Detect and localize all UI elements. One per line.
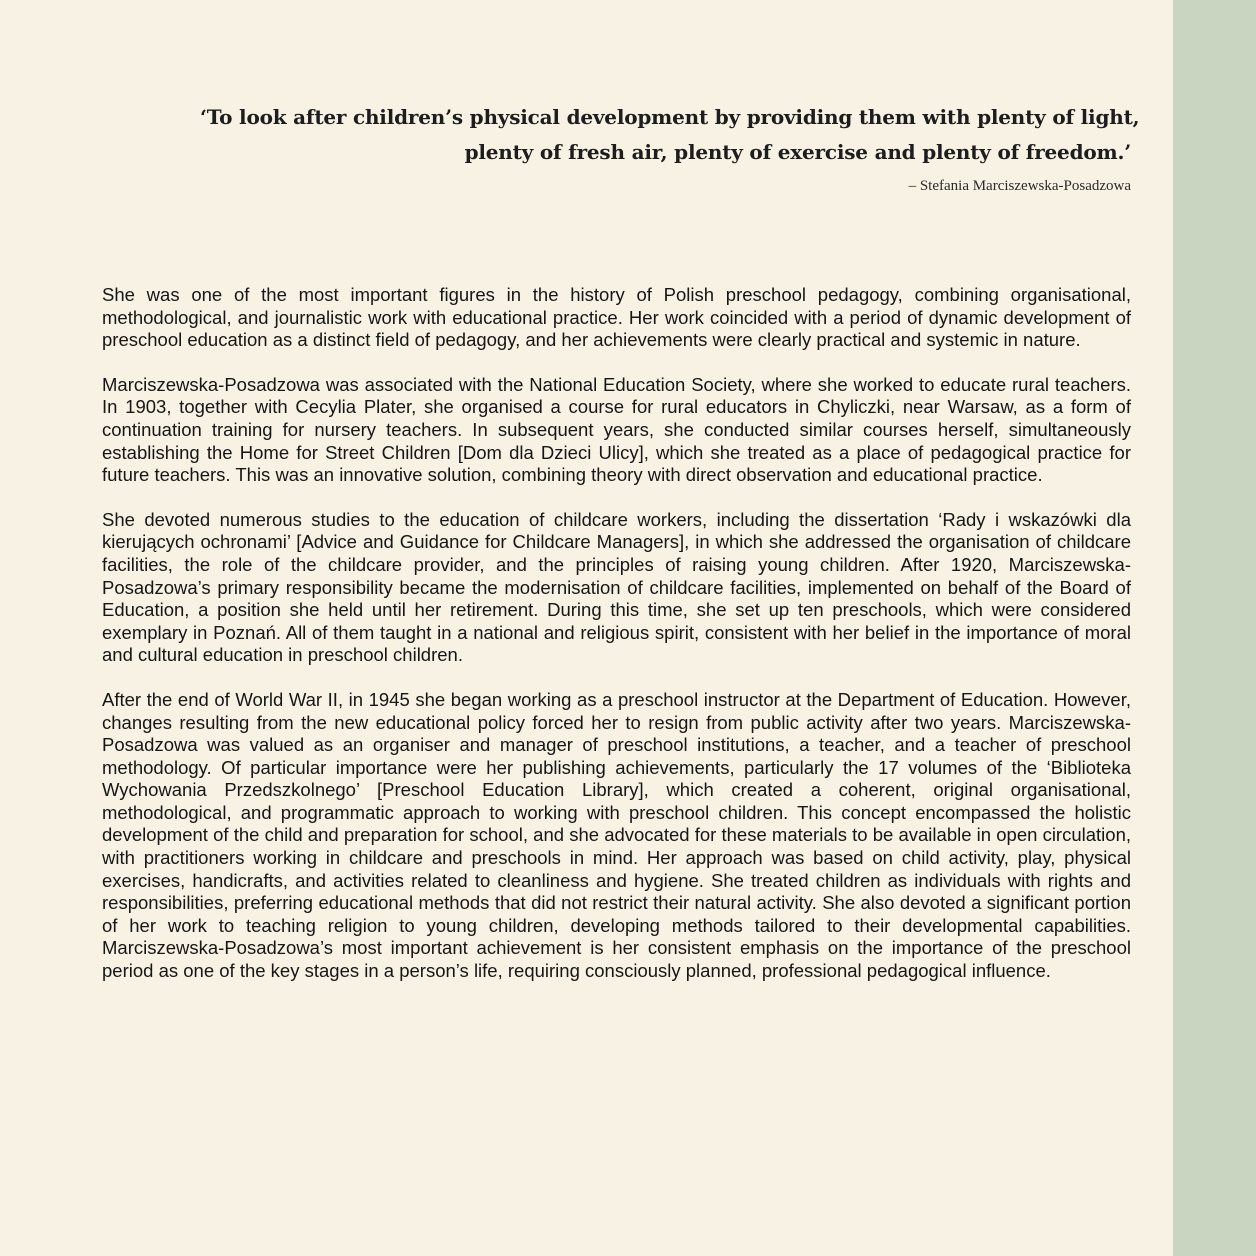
side-color-band <box>1173 0 1256 1256</box>
paragraph-3: She devoted numerous studies to the education of childcare workers, including the dissertation ‘Rady i wskazówki dla kierujących ochronami’ [Advice and Guidance for Childcare Managers], in which she addressed the organisation of childcare facilities, the role of the childcare provider, and the principles of raising young children. After 1920, Marciszewska-Posadzowa’s primary responsibility became the modernisation of childcare facilities, implemented on behalf of the Board of Education, a position she held until her retirement. During this time, she set up ten preschools, which were considered exemplary in Poznań. All of them taught in a national and religious spirit, consistent with her belief in the importance of moral and cultural education in preschool children. <box>102 508 1131 666</box>
quote-attribution: – Stefania Marciszewska-Posadzowa <box>908 178 1131 194</box>
paragraph-1: She was one of the most important figures in the history of Polish preschool pedagogy, combining organisational, methodological, and journalistic work with educational practice. Her work coincided with a period of dynamic development of preschool education as a distinct field of pedagogy, and her achievements were clearly practical and systemic in nature. <box>102 284 1131 351</box>
paragraph-4: After the end of World War II, in 1945 she began working as a preschool instructor at the Department of Education. However, changes resulting from the new educational policy forced her to resign from public activity after two years. Marciszewska-Posadzowa was valued as an organiser and manager of preschool institutions, a teacher, and a teacher of preschool methodology. Of particular importance were her publishing achievements, particularly the 17 volumes of the ‘Biblioteka Wychowania Przedszkolnego’ [Preschool Education Library], which created a coherent, original organisational, methodological, and programmatic approach to working with preschool children. This concept encompassed the holistic development of the child and preparation for school, and she advocated for these materials to be available in open circulation, with practitioners working in childcare and preschools in mind. Her approach was based on child activity, play, physical exercises, handicrafts, and activities related to cleanliness and hygiene. She treated children as individuals with rights and responsibilities, preferring educational methods that did not restrict their natural activity. She also devoted a significant portion of her work to teaching religion to young children, developing methods tailored to their developmental capabilities. Marciszewska-Posadzowa’s most important achievement is her consistent emphasis on the importance of the preschool period as one of the key stages in a person’s life, requiring consciously planned, professional pedagogical influence. <box>102 688 1131 982</box>
quote-line-2: plenty of fresh air, plenty of exercise and plenty of freedom.’ <box>464 140 1131 164</box>
paragraph-2: Marciszewska-Posadzowa was associated with the National Education Society, where she worked to educate rural teachers. In 1903, together with Cecylia Plater, she organised a course for rural educators in Chyliczki, near Warsaw, as a form of continuation training for nursery teachers. In subsequent years, she conducted similar courses herself, simultaneously establishing the Home for Street Children [Dom dla Dzieci Ulicy], which she treated as a place of pedagogical practice for future teachers. This was an innovative solution, combining theory with direct observation and educational practice. <box>102 373 1131 486</box>
epigraph-quote <box>200 100 1140 196</box>
body-text <box>102 284 1131 1005</box>
quote-line-1: ‘To look after children’s physical development by providing them with plenty of light, <box>200 105 1140 129</box>
